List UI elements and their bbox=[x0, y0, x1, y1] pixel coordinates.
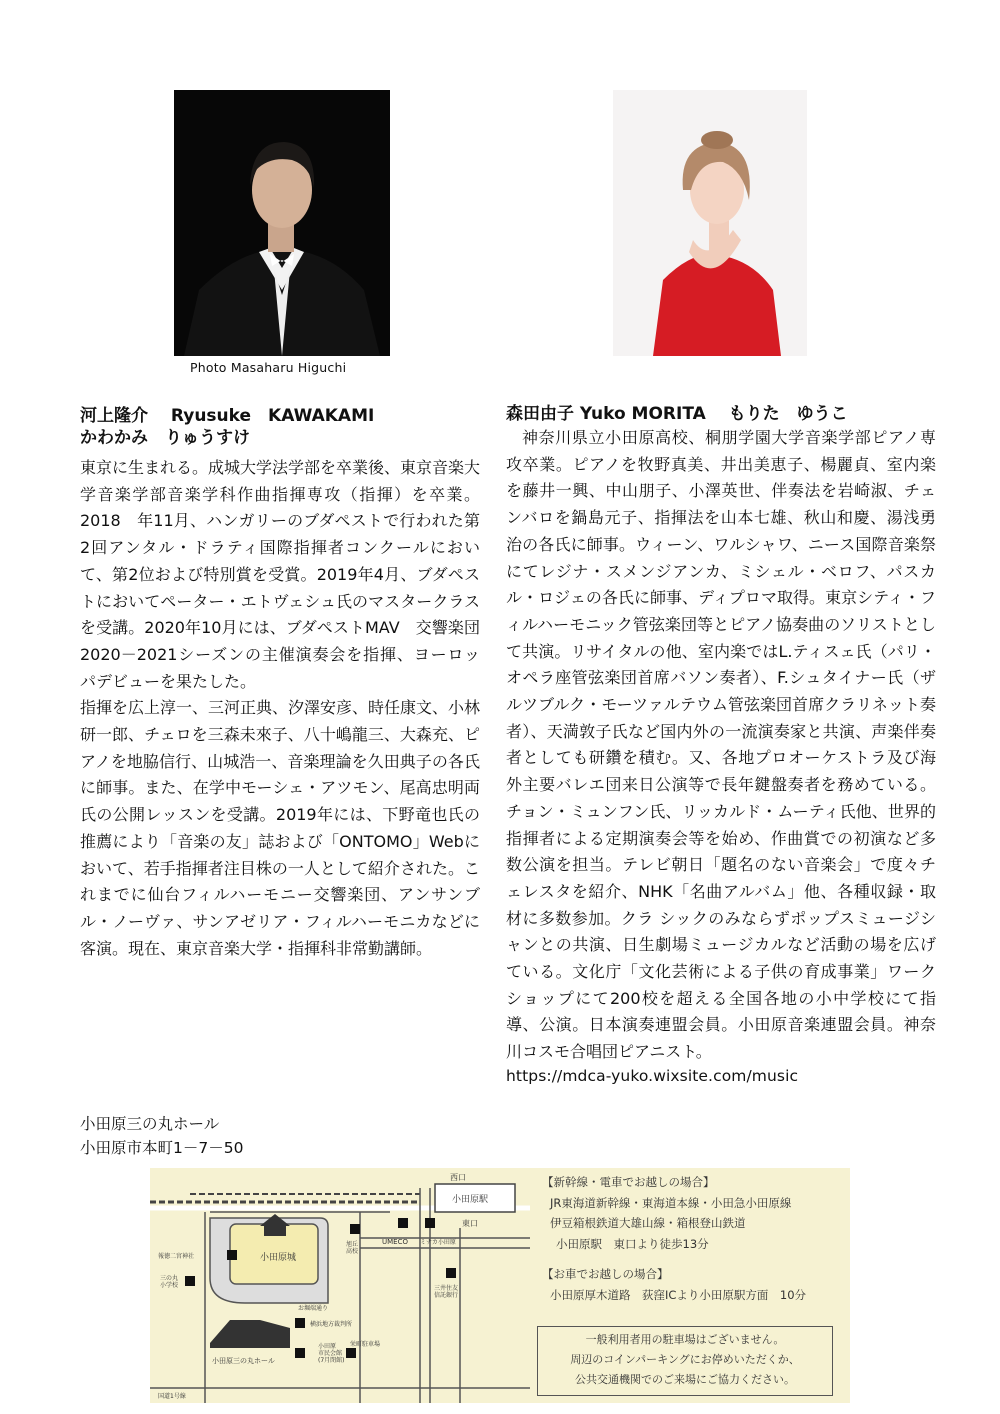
label-nishiguchi: 西口 bbox=[450, 1173, 466, 1182]
car-route: 小田原厚木道路 荻窪ICより小田原駅方面 10分 bbox=[550, 1287, 807, 1302]
car-heading: 【お車でお越しの場合】 bbox=[542, 1267, 669, 1281]
label-minaka: ミナカ小田原 bbox=[420, 1239, 456, 1246]
label-civic: 小田原市民会館(7月閉館) bbox=[318, 1343, 345, 1364]
train-walk: 小田原駅 東口より徒歩13分 bbox=[556, 1236, 709, 1251]
label-bank: 三井住友信託銀行 bbox=[434, 1285, 459, 1299]
label-route1: 国道1号線 bbox=[158, 1393, 186, 1400]
kawakami-bio: 東京に生まれる。成城大学法学部を卒業後、東京音楽大学音楽学部音楽学科作曲指揮専攻（指揮）を卒業。2018 年11月、ハンガリーのブダペストで行われた第2回アンタル・ドラティ国際指揮者コンクールにおいて、第2位および特別賞を受賞。2019年4月、ブダペストにおいてペーター・エトヴェシュ氏のマスタークラスを受講。2020年10月には、ブダペストMAV 交響楽団2020－2021シーズンの主催演奏会を指揮、ヨーロッパデビューを果たした。 bbox=[80, 458, 481, 691]
label-castle: 小田原城 bbox=[260, 1253, 297, 1263]
morita-profile bbox=[506, 403, 936, 1085]
label-asahi: 旭丘高校 bbox=[346, 1241, 359, 1255]
kawakami-profile bbox=[80, 405, 480, 962]
notice-line-2: 周辺のコインパーキングにお停めいただくか、 bbox=[570, 1353, 800, 1366]
morita-website-link[interactable]: https://mdca-yuko.wixsite.com/music bbox=[506, 1066, 799, 1085]
label-parking: 栄町駐車場 bbox=[350, 1341, 381, 1348]
train-lines-2: 伊豆箱根鉄道大雄山線・箱根登山鉄道 bbox=[550, 1216, 746, 1230]
label-school: 三の丸小学校 bbox=[160, 1275, 179, 1289]
label-shrine: 報徳二宮神社 bbox=[158, 1253, 195, 1260]
morita-bio: 神奈川県立小田原高校、桐朋学園大学音楽学部ピアノ専攻卒業。ピアノを牧野真美、井出美恵子、楊麗貞、室内楽を藤井一興、中山朋子、小澤英世、伴奏法を岩崎淑、チェンバロを鍋島元子、指揮法を山本七雄、秋山和慶、湯浅勇治の各氏に師事。ウィーン、ワルシャワ、ニース国際音楽祭にてレジナ・スメンジアンカ、ミシェル・ベロフ、パスカル・ロジェの各氏に師事、ディプロマ取得。東京シティ・フィルハーモニック管弦楽団等とピアノ協奏曲のソリストとして共演。リサイタルの他、室内楽ではL.ティスェ氏（パリ・オペラ座管弦楽団首席バソン奏者）、F.シュタイナー氏（ザルツブルク・モーツァルテウム管弦楽団首席クラリネット奏者）、天満敦子氏など国内外の一流演奏家と共演、声楽伴奏者としても研鑽を積む。又、各地プロオーケストラ及び海外主要バレエ団来日公演等で長年鍵盤奏者を務めている。チョン・ミュンフン氏、リッカルド・ムーティ氏他、世界的指揮者による定期演奏会等を始め、作曲賞での初演など多数公演を担当。テレビ朝日「題名のない音楽会」で度々チェレスタを紹介、NHK「名曲アルバム」他、各種収録・取材に多数参加。クラ シックのみならずポップスミュージシャンとの共演、日生劇場ミュージカルなど活動の場を広げている。文化庁「文化芸術による子供の育成事業」ワークショップにて200校を超える全国各地の小中学校にて指導、公演。日本演奏連盟会員。小田原音楽連盟会員。神奈川コスモ合唱団ピアニスト。 bbox=[506, 428, 936, 1062]
kawakami-kana: かわかみ りゅうすけ bbox=[80, 428, 250, 448]
label-higashiguchi: 東口 bbox=[462, 1219, 478, 1228]
train-heading: 【新幹線・電車でお越しの場合】 bbox=[542, 1175, 715, 1189]
kawakami-bio-2: 指揮を広上淳一、三河正典、汐澤安彦、時任康文、小林研一郎、チェロを三森未來子、八十嶋龍三、大森充、ピアノを地脇信行、山城浩一、音楽理論を久田典子の各氏に師事。また、在学中モーシェ・アツモン、尾高忠明両氏の公開レッスンを受講。2019年には、下野竜也氏の推薦により「音楽の友」誌および「ONTOMO」Webにおいて、若手指揮者注目株の一人として紹介された。これまでに仙台フィルハーモニー交響楽団、アンサンブル・ノーヴァ、サンアゼリア・フィルハーモニカなどに客演。現在、東京音楽大学・指揮科非常勤講師。 bbox=[80, 698, 481, 958]
morita-name: 森田由子 Yuko MORITA もりた ゆうこ bbox=[506, 404, 848, 424]
parking-notice bbox=[537, 1326, 833, 1396]
label-oshiro-street: お堀端通り bbox=[298, 1305, 329, 1312]
notice-line-1: 一般利用者用の駐車場はございません。 bbox=[585, 1333, 785, 1346]
venue-name: 小田原三の丸ホール bbox=[80, 1115, 220, 1133]
label-court: 横浜地方裁判所 bbox=[310, 1321, 353, 1328]
venue-address: 小田原市本町1－7－50 bbox=[80, 1139, 244, 1157]
photo-credit: Photo Masaharu Higuchi bbox=[190, 360, 347, 375]
access-map bbox=[150, 1168, 850, 1403]
kawakami-photo bbox=[174, 90, 390, 356]
train-lines-1: JR東海道新幹線・東海道本線・小田急小田原線 bbox=[550, 1195, 792, 1210]
label-station: 小田原駅 bbox=[452, 1195, 489, 1205]
kawakami-name: 河上隆介 Ryusuke KAWAKAMI bbox=[80, 406, 375, 426]
label-umeco: UMECO bbox=[382, 1238, 408, 1246]
venue-info bbox=[80, 1112, 243, 1160]
morita-photo bbox=[613, 90, 807, 356]
label-hall: 小田原三の丸ホール bbox=[212, 1357, 275, 1365]
access-info bbox=[542, 1172, 842, 1305]
notice-line-3: 公共交通機関でのご来場にご協力ください。 bbox=[575, 1373, 795, 1386]
